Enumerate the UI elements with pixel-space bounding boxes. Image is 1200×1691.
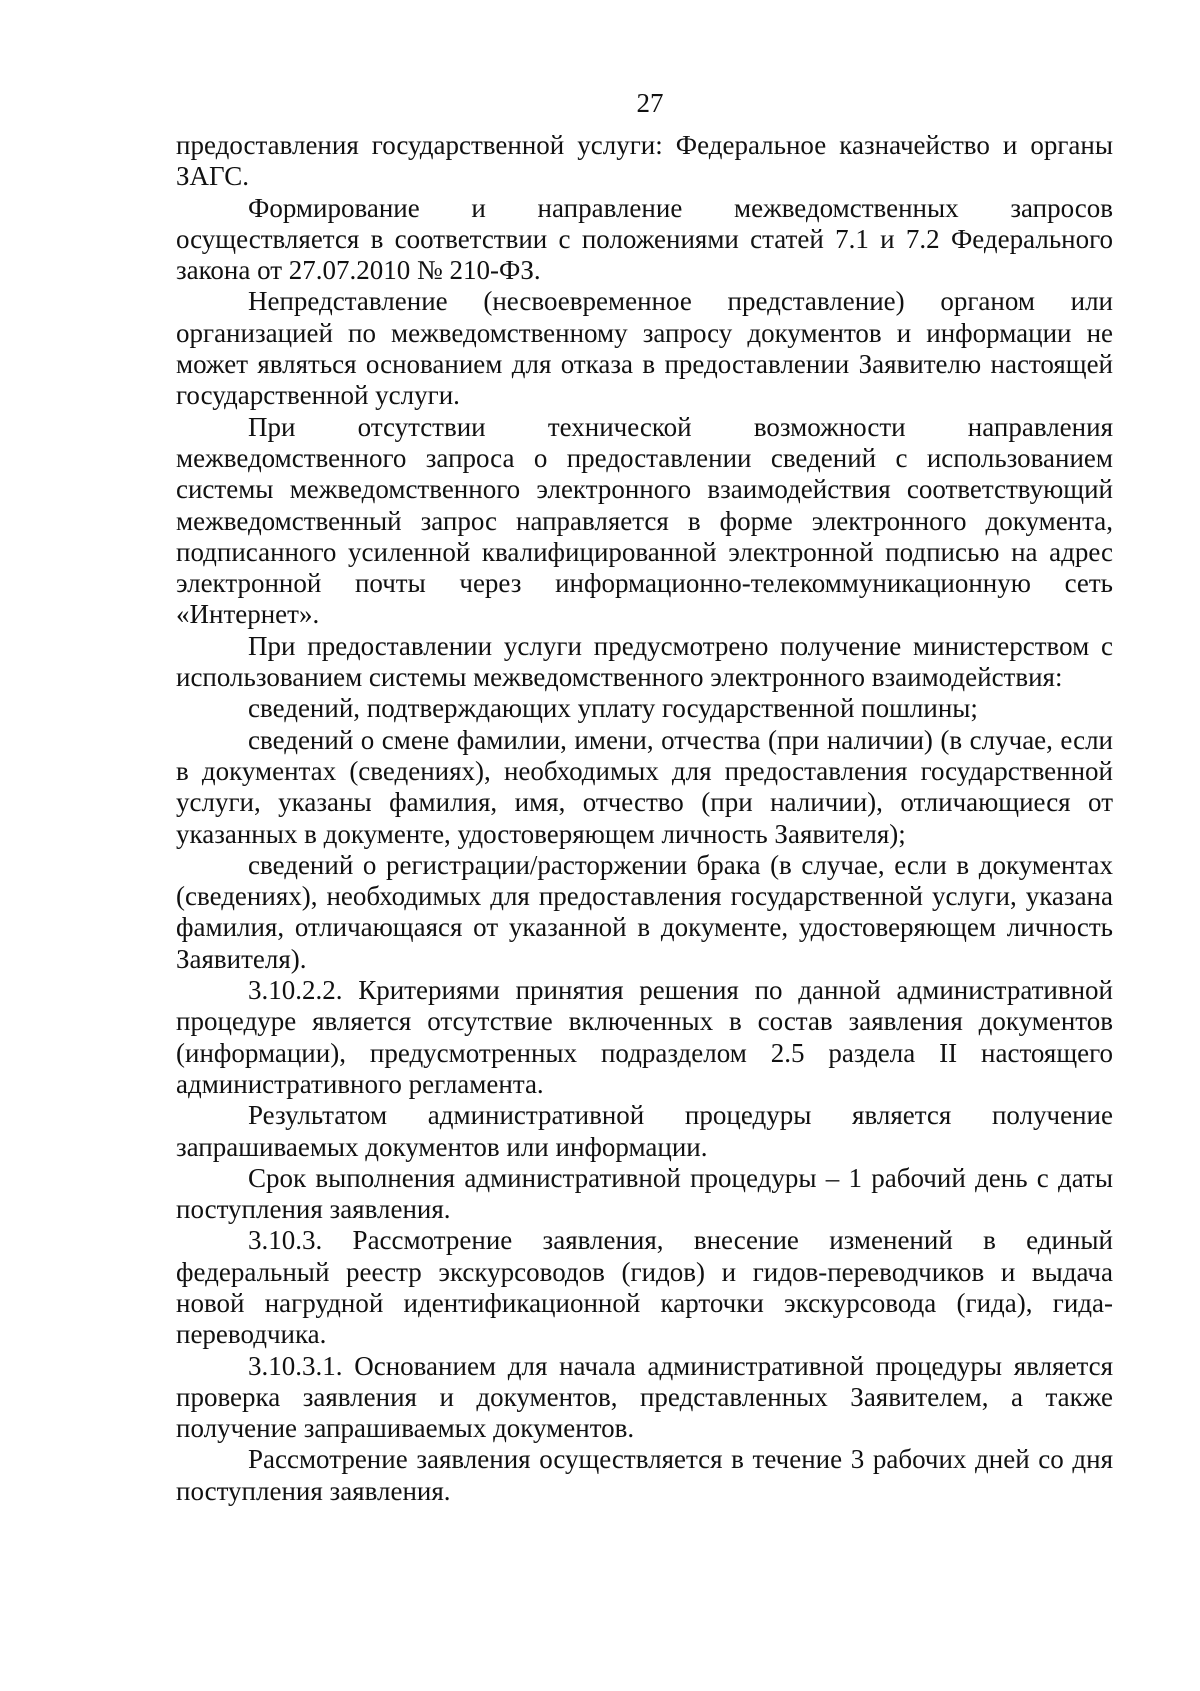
- paragraph: Срок выполнения административной процедуры – 1 рабочий день с даты поступления заявления.: [176, 1162, 1113, 1225]
- paragraph: 3.10.3.1. Основанием для начала административной процедуры является проверка заявления и документов, представленных Заявителем, а также получение запрашиваемых документов.: [176, 1350, 1113, 1444]
- paragraph: При отсутствии технической возможности направления межведомственного запроса о предоставлении сведений с использованием системы межведомственного электронного взаимодействия соответствующий межведомственный запрос направляется в форме электронного документа, подписанного усиленной квалифицированной электронной подписью на адрес электронной почты через информационно-телекоммуникационную сеть «Интернет».: [176, 411, 1113, 630]
- paragraph: сведений о регистрации/расторжении брака (в случае, если в документах (сведениях), необходимых для предоставления государственной услуги, указана фамилия, отличающаяся от указанной в документе, удостоверяющем личность Заявителя).: [176, 849, 1113, 974]
- paragraph: 3.10.2.2. Критериями принятия решения по данной административной процедуре является отсутствие включенных в состав заявления документов (информации), предусмотренных подразделом 2.5 раздела II настоящего административного регламента.: [176, 975, 1113, 1099]
- paragraph: Рассмотрение заявления осуществляется в течение 3 рабочих дней со дня поступления заявления.: [176, 1444, 1113, 1506]
- page-number: 27: [636, 88, 664, 118]
- paragraph: 3.10.3. Рассмотрение заявления, внесение изменений в единый федеральный реестр экскурсоводов (гидов) и гидов-переводчиков и выдача новой нагрудной идентификационной карточки экскурсовода (гида), гида-переводчика.: [176, 1225, 1113, 1350]
- paragraph: Результатом административной процедуры является получение запрашиваемых документов или информации.: [176, 1100, 1113, 1162]
- paragraph: Формирование и направление межведомственных запросов осуществляется в соответствии с положениями статей 7.1 и 7.2 Федерального закона от 27.07.2010 № 210-ФЗ.: [176, 192, 1113, 286]
- paragraph: сведений о смене фамилии, имени, отчества (при наличии) (в случае, если в документах (сведениях), необходимых для предоставления государственной услуги, указаны фамилия, имя, отчество (при наличии), отличающиеся от указанных в документе, удостоверяющем личность Заявителя);: [176, 724, 1113, 849]
- paragraph: предоставления государственной услуги: Федеральное казначейство и органы ЗАГС.: [176, 130, 1113, 192]
- document-body: [176, 130, 1113, 1507]
- paragraph: При предоставлении услуги предусмотрено получение министерством с использованием системы межведомственного электронного взаимодействия:: [176, 630, 1113, 693]
- paragraph: сведений, подтверждающих уплату государственной пошлины;: [248, 693, 978, 724]
- paragraph: Непредставление (несвоевременное представление) органом или организацией по межведомственному запросу документов и информации не может являться основанием для отказа в предоставлении Заявителю настоящей государственной услуги.: [176, 286, 1113, 411]
